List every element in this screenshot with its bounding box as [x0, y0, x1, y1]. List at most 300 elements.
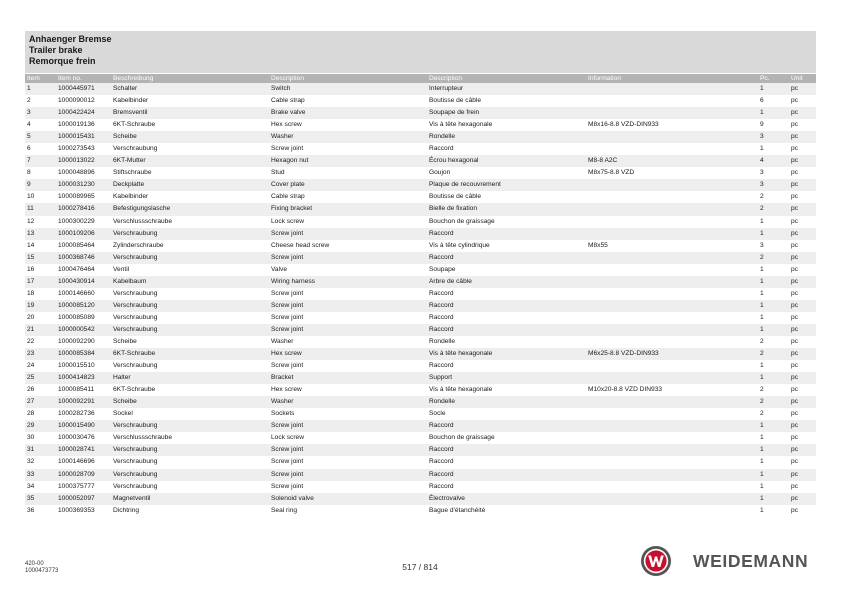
cell-unit: pc	[789, 228, 816, 240]
cell-description-fr: Boutisse de câble	[429, 97, 482, 105]
cell-description-de: 6KT-Mutter	[111, 155, 269, 167]
cell-part-number: 1000092290	[58, 338, 95, 345]
cell-quantity: 2	[760, 386, 764, 394]
cell-quantity: 1	[760, 265, 764, 273]
cell-part-number: 1000109206	[56, 228, 111, 240]
cell-quantity: 1	[758, 83, 789, 95]
table-row	[25, 167, 816, 179]
cell-description-de: Verschraubung	[113, 145, 158, 153]
table-row	[25, 155, 816, 167]
cell-description-de: Ventil	[113, 265, 130, 273]
cell-description-de: Verschraubung	[111, 444, 269, 456]
cell-unit: pc	[789, 396, 816, 408]
cell-information	[586, 191, 758, 203]
cell-description-fr: Plaque de recouvrement	[427, 179, 586, 191]
cell-description-fr: Raccord	[427, 252, 586, 264]
table-row	[25, 384, 816, 396]
cell-unit: pc	[789, 469, 816, 481]
cell-description-en: Screw joint	[269, 252, 427, 264]
cell-unit: pc	[789, 324, 816, 336]
cell-description-de: Kabelbinder	[113, 193, 149, 201]
cell-description-en: Screw joint	[271, 362, 304, 370]
cell-quantity: 1	[760, 434, 764, 442]
cell-information	[586, 396, 758, 408]
cell-description-en: Cheese head screw	[271, 241, 330, 249]
cell-part-number: 1000090012	[58, 97, 95, 105]
cell-quantity: 2	[758, 203, 789, 215]
cell-description-en: Valve	[271, 265, 288, 273]
cell-description-fr: Arbre de câble	[427, 276, 586, 288]
cell-item-number: 23	[25, 348, 56, 360]
cell-item-number: 1	[25, 83, 56, 95]
table-row	[25, 505, 816, 517]
cell-quantity: 2	[758, 396, 789, 408]
cell-quantity: 1	[758, 276, 789, 288]
cell-description-en: Brake valve	[269, 107, 427, 119]
cell-description-de: Magnetventil	[111, 493, 269, 505]
cell-description-fr: Support	[427, 372, 586, 384]
cell-information: M6x25-8.8 VZD-DIN933	[586, 348, 758, 360]
cell-information	[586, 95, 758, 107]
cell-description-en: Screw joint	[269, 444, 427, 456]
cell-item-number: 33	[25, 469, 56, 481]
cell-description-de: Kabelbaum	[111, 276, 269, 288]
cell-item-number: 26	[27, 386, 35, 394]
cell-quantity: 1	[760, 506, 764, 514]
cell-part-number: 1000015510	[58, 362, 95, 370]
cell-description-fr: Raccord	[427, 300, 586, 312]
cell-item-number: 24	[27, 362, 35, 370]
cell-description-en: Screw joint	[269, 420, 427, 432]
cell-item-number: 3	[25, 107, 56, 119]
cell-information	[586, 444, 758, 456]
cell-quantity: 3	[760, 169, 764, 177]
table-row	[25, 119, 816, 131]
cell-unit: pc	[791, 410, 798, 418]
cell-part-number: 1000000542	[56, 324, 111, 336]
cell-part-number: 1000300229	[58, 217, 95, 225]
cell-quantity: 9	[760, 121, 764, 129]
cell-part-number: 1000015490	[56, 420, 111, 432]
cell-description-en: Screw joint	[271, 289, 304, 297]
cell-description-de: Verschraubung	[111, 228, 269, 240]
cell-item-number: 9	[25, 179, 56, 191]
cell-quantity: 1	[758, 107, 789, 119]
table-header-row	[25, 74, 816, 83]
cell-part-number: 1000282736	[58, 410, 95, 418]
cell-item-number: 6	[27, 145, 31, 153]
cell-unit: pc	[791, 169, 798, 177]
cell-unit: pc	[791, 482, 798, 490]
cell-description-fr: Vis à tête hexagonale	[427, 348, 586, 360]
cell-unit: pc	[791, 434, 798, 442]
cell-unit: pc	[791, 386, 798, 394]
cell-item-number: 29	[25, 420, 56, 432]
cell-unit: pc	[789, 420, 816, 432]
cell-item-number: 15	[25, 252, 56, 264]
cell-description-de: 6KT-Schraube	[111, 348, 269, 360]
cell-quantity: 2	[758, 348, 789, 360]
table-row	[25, 481, 816, 493]
cell-description-fr: Interrupteur	[427, 83, 586, 95]
cell-unit: pc	[789, 300, 816, 312]
cell-information	[586, 107, 758, 119]
cell-information	[586, 264, 758, 276]
cell-unit: pc	[789, 83, 816, 95]
table-row	[25, 288, 816, 300]
cell-description-de: Verschraubung	[113, 482, 158, 490]
document-code-line2: 1000473773	[25, 568, 59, 574]
cell-description-en: Screw joint	[271, 458, 304, 466]
cell-quantity: 2	[760, 410, 764, 418]
table-row	[25, 396, 816, 408]
cell-description-en: Wiring harness	[269, 276, 427, 288]
cell-part-number: 1000146696	[58, 458, 95, 466]
cell-information	[586, 432, 758, 444]
cell-description-fr: Bouchon de graissage	[429, 434, 495, 442]
cell-description-fr: Rondelle	[427, 396, 586, 408]
cell-description-de: Befestigungslasche	[111, 203, 269, 215]
cell-quantity: 1	[758, 324, 789, 336]
cell-part-number: 1000422424	[56, 107, 111, 119]
cell-item-number: 12	[27, 217, 35, 225]
cell-part-number: 1000273543	[58, 145, 95, 153]
cell-quantity: 1	[758, 300, 789, 312]
cell-unit: pc	[791, 217, 798, 225]
cell-quantity: 1	[760, 313, 764, 321]
cell-unit: pc	[791, 241, 798, 249]
cell-information	[586, 288, 758, 300]
cell-item-number: 27	[25, 396, 56, 408]
cell-description-en: Seal ring	[271, 506, 298, 514]
cell-quantity: 1	[760, 289, 764, 297]
cell-description-de: Stiftschraube	[113, 169, 152, 177]
cell-part-number: 1000015431	[56, 131, 111, 143]
cell-unit: pc	[791, 338, 798, 345]
cell-quantity: 1	[758, 469, 789, 481]
table-row	[25, 203, 816, 215]
cell-description-fr: Raccord	[427, 324, 586, 336]
cell-description-de: Scheibe	[111, 131, 269, 143]
cell-unit: pc	[791, 289, 798, 297]
cell-unit: pc	[789, 372, 816, 384]
cell-part-number: 1000048896	[58, 169, 95, 177]
cell-item-number: 7	[25, 155, 56, 167]
table-row	[25, 372, 816, 384]
cell-description-fr: Bielle de fixation	[427, 203, 586, 215]
table-row	[25, 312, 816, 324]
cell-part-number: 1000085120	[56, 300, 111, 312]
table-row	[25, 179, 816, 191]
cell-description-fr: Vis à tête hexagonale	[429, 121, 493, 129]
cell-description-en: Screw joint	[269, 300, 427, 312]
cell-description-en: Bracket	[269, 372, 427, 384]
cell-item-number: 13	[25, 228, 56, 240]
cell-unit: pc	[789, 107, 816, 119]
parts-table-body	[25, 83, 816, 517]
cell-description-de: Sockel	[113, 410, 133, 418]
cell-description-fr: Raccord	[429, 145, 454, 153]
cell-description-de: Dichtring	[113, 506, 140, 514]
cell-part-number: 1000146660	[58, 289, 95, 297]
cell-description-en: Hex screw	[271, 386, 302, 394]
cell-unit: pc	[789, 179, 816, 191]
cell-description-de: Verschraubung	[111, 420, 269, 432]
cell-quantity: 1	[760, 145, 764, 153]
cell-description-fr: Raccord	[429, 482, 454, 490]
cell-description-de: Verschlussschraube	[113, 434, 173, 442]
cell-quantity: 2	[760, 338, 764, 345]
cell-item-number: 8	[27, 169, 31, 177]
cell-description-fr: Écrou hexagonal	[427, 155, 586, 167]
cell-information	[586, 360, 758, 372]
cell-description-fr: Vis à tête cylindrique	[429, 241, 490, 249]
table-row	[25, 95, 816, 107]
cell-description-fr: Boutisse de câble	[429, 193, 482, 201]
cell-description-fr: Raccord	[429, 362, 454, 370]
cell-part-number: 1000028741	[56, 444, 111, 456]
cell-description-fr: Raccord	[429, 289, 454, 297]
cell-description-fr: Rondelle	[427, 131, 586, 143]
cell-description-fr: Soupape	[429, 265, 456, 273]
cell-part-number: 1000369353	[58, 506, 95, 514]
cell-unit: pc	[791, 458, 798, 466]
cell-information	[586, 469, 758, 481]
table-row	[25, 432, 816, 444]
cell-description-de: Scheibe	[113, 338, 137, 345]
brand-wordmark: WEIDEMANN	[693, 551, 809, 571]
table-row	[25, 348, 816, 360]
cell-item-number: 11	[25, 203, 56, 215]
cell-item-number: 19	[25, 300, 56, 312]
table-row	[25, 228, 816, 240]
cell-description-de: Bremsventil	[111, 107, 269, 119]
cell-description-en: Cover plate	[269, 179, 427, 191]
column-header-item-no: Item no.	[56, 74, 111, 83]
cell-description-fr: Raccord	[427, 469, 586, 481]
table-row	[25, 336, 816, 348]
cell-part-number: 1000030476	[58, 434, 95, 442]
cell-part-number: 1000085089	[58, 313, 95, 321]
cell-quantity: 1	[760, 217, 764, 225]
cell-information	[586, 456, 758, 468]
cell-information	[586, 493, 758, 505]
column-header-item: Item	[25, 74, 56, 83]
cell-information	[586, 216, 758, 228]
cell-part-number: 1000085411	[58, 386, 95, 394]
cell-information: M8-8 A2C	[586, 155, 758, 167]
cell-information	[586, 228, 758, 240]
cell-quantity: 1	[758, 444, 789, 456]
cell-description-fr: Raccord	[429, 313, 454, 321]
cell-item-number: 36	[27, 506, 35, 514]
cell-quantity: 1	[758, 493, 789, 505]
cell-description-en: Fixing bracket	[269, 203, 427, 215]
table-row	[25, 408, 816, 420]
title-german: Anhaenger Bremse	[29, 34, 112, 44]
cell-item-number: 32	[27, 458, 35, 466]
cell-description-en: Screw joint	[271, 145, 304, 153]
cell-description-en: Washer	[269, 131, 427, 143]
cell-description-en: Cable strap	[271, 193, 305, 201]
cell-item-number: 16	[27, 265, 35, 273]
cell-item-number: 20	[27, 313, 35, 321]
cell-information	[586, 336, 758, 348]
cell-quantity: 3	[760, 241, 764, 249]
cell-description-en: Hex screw	[269, 348, 427, 360]
cell-item-number: 4	[27, 121, 31, 129]
cell-description-fr: Rondelle	[429, 338, 456, 345]
cell-information: M10x20-8.8 VZD DIN933	[588, 386, 663, 394]
table-row	[25, 456, 816, 468]
cell-quantity: 1	[758, 372, 789, 384]
cell-item-number: 18	[27, 289, 35, 297]
cell-description-fr: Raccord	[427, 228, 586, 240]
cell-unit: pc	[789, 276, 816, 288]
cell-description-en: Screw joint	[271, 313, 304, 321]
table-row	[25, 143, 816, 155]
cell-information	[586, 252, 758, 264]
cell-description-en: Screw joint	[269, 228, 427, 240]
table-row	[25, 131, 816, 143]
cell-part-number: 1000445971	[56, 83, 111, 95]
cell-description-en: Solenoid valve	[269, 493, 427, 505]
cell-description-fr: Raccord	[427, 420, 586, 432]
cell-description-fr: Soupape de frein	[427, 107, 586, 119]
cell-quantity: 1	[760, 482, 764, 490]
title-english: Trailer brake	[29, 45, 83, 55]
cell-description-en: Washer	[269, 396, 427, 408]
cell-item-number: 30	[27, 434, 35, 442]
column-header-information: Information	[586, 74, 758, 83]
table-row	[25, 420, 816, 432]
table-row	[25, 469, 816, 481]
cell-description-fr: Bouchon de graissage	[429, 217, 495, 225]
cell-description-en: Sockets	[271, 410, 295, 418]
cell-description-de: Deckplatte	[111, 179, 269, 191]
table-row	[25, 191, 816, 203]
cell-description-de: 6KT-Schraube	[113, 121, 156, 129]
cell-unit: pc	[791, 145, 798, 153]
cell-description-en: Screw joint	[271, 482, 304, 490]
cell-quantity: 2	[760, 193, 764, 201]
cell-item-number: 10	[27, 193, 35, 201]
cell-unit: pc	[789, 348, 816, 360]
document-code	[25, 561, 58, 575]
cell-description-fr: Bague d'étanchéité	[429, 506, 486, 514]
cell-information	[586, 131, 758, 143]
cell-description-en: Screw joint	[269, 469, 427, 481]
cell-part-number: 1000031230	[56, 179, 111, 191]
table-row	[25, 216, 816, 228]
cell-description-fr: Électrovalve	[427, 493, 586, 505]
column-header-pc: Pc.	[758, 74, 789, 83]
cell-information	[586, 276, 758, 288]
cell-information: M8x55	[588, 241, 608, 249]
cell-description-de: Verschlussschraube	[113, 217, 173, 225]
table-row	[25, 107, 816, 119]
parts-table	[25, 74, 816, 517]
cell-quantity: 3	[758, 131, 789, 143]
cell-description-fr: Raccord	[427, 444, 586, 456]
cell-item-number: 25	[25, 372, 56, 384]
column-header-beschreibung: Beschreibung	[111, 74, 269, 83]
cell-part-number: 1000430914	[56, 276, 111, 288]
cell-quantity: 1	[760, 362, 764, 370]
cell-description-en: Lock screw	[271, 217, 304, 225]
cell-description-en: Switch	[269, 83, 427, 95]
cell-description-de: Verschraubung	[113, 289, 158, 297]
table-row	[25, 240, 816, 252]
cell-description-de: Zylinderschraube	[113, 241, 164, 249]
cell-part-number: 1000085464	[58, 241, 95, 249]
table-row	[25, 276, 816, 288]
cell-description-en: Lock screw	[271, 434, 304, 442]
column-header-description-fr: Description	[427, 74, 586, 83]
cell-quantity: 3	[758, 179, 789, 191]
table-row	[25, 324, 816, 336]
cell-description-de: Verschraubung	[111, 324, 269, 336]
cell-description-en: Hex screw	[271, 121, 302, 129]
cell-information	[586, 420, 758, 432]
cell-part-number: 1000013022	[56, 155, 111, 167]
cell-description-fr: Vis à tête hexagonale	[429, 386, 493, 394]
cell-unit: pc	[789, 444, 816, 456]
cell-item-number: 34	[27, 482, 35, 490]
cell-information	[586, 203, 758, 215]
cell-part-number: 1000052097	[56, 493, 111, 505]
cell-item-number: 28	[27, 410, 35, 418]
cell-unit: pc	[789, 252, 816, 264]
cell-information	[586, 179, 758, 191]
cell-description-fr: Socle	[429, 410, 446, 418]
cell-unit: pc	[789, 203, 816, 215]
cell-unit: pc	[789, 155, 816, 167]
cell-description-de: Verschraubung	[113, 458, 158, 466]
title-french: Remorque frein	[29, 56, 96, 66]
cell-information	[586, 505, 758, 517]
cell-description-en: Cable strap	[271, 97, 305, 105]
cell-description-en: Hexagon nut	[269, 155, 427, 167]
cell-part-number: 1000019136	[58, 121, 95, 129]
page-number: 517 / 814	[402, 562, 438, 572]
table-row	[25, 300, 816, 312]
cell-description-de: Scheibe	[111, 396, 269, 408]
cell-description-de: Verschraubung	[113, 313, 158, 321]
table-row	[25, 252, 816, 264]
cell-information	[586, 372, 758, 384]
cell-part-number: 1000028709	[56, 469, 111, 481]
document-code-line1: 420-00	[25, 561, 44, 567]
cell-item-number: 17	[25, 276, 56, 288]
cell-item-number: 35	[25, 493, 56, 505]
cell-unit: pc	[791, 193, 798, 201]
cell-description-de: 6KT-Schraube	[113, 386, 156, 394]
weidemann-w-logo-icon	[640, 545, 672, 577]
cell-part-number: 1000089965	[58, 193, 95, 201]
cell-information	[586, 481, 758, 493]
table-row	[25, 264, 816, 276]
cell-part-number: 1000085384	[56, 348, 111, 360]
table-row	[25, 493, 816, 505]
cell-unit: pc	[791, 506, 798, 514]
cell-information: M8x75-8.8 VZD	[588, 169, 635, 177]
cell-part-number: 1000368746	[56, 252, 111, 264]
document-title-block	[25, 31, 816, 73]
table-row	[25, 83, 816, 95]
cell-description-de: Kabelbinder	[113, 97, 149, 105]
table-row	[25, 444, 816, 456]
